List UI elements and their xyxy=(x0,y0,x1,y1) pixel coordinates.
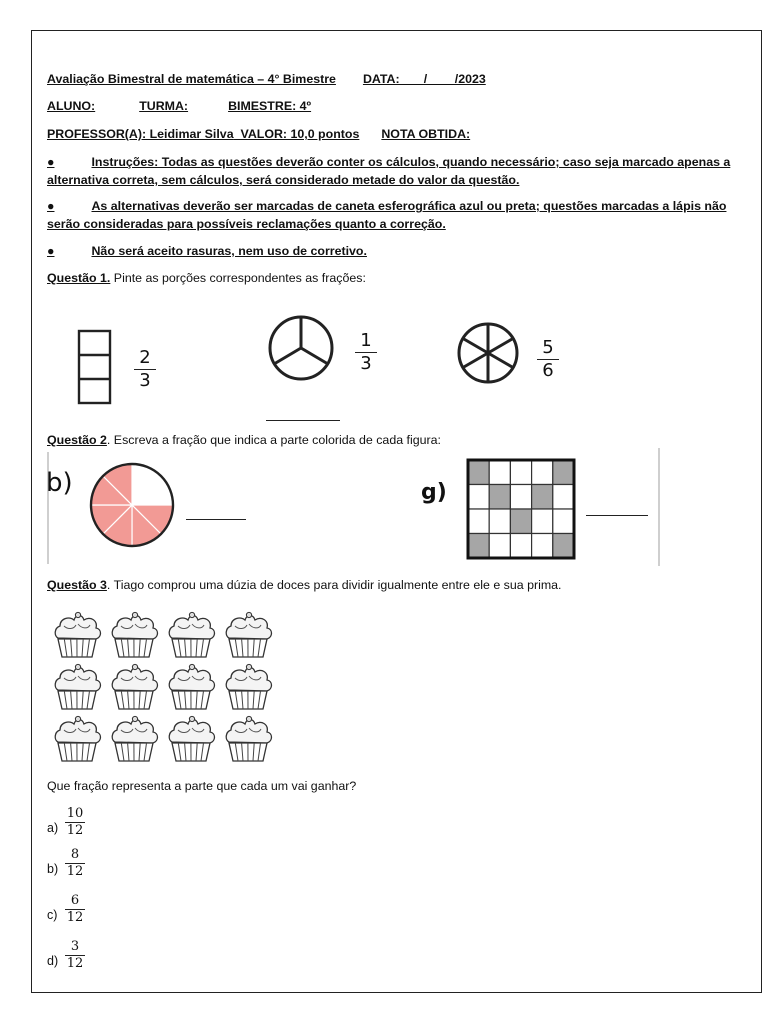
grid-cell xyxy=(553,509,574,534)
numerator: 10 xyxy=(66,806,84,821)
denominator: 3 xyxy=(360,353,372,374)
fraction-one-third xyxy=(355,332,377,373)
grid-cell xyxy=(489,485,510,510)
figure-b-label: b) xyxy=(46,468,73,498)
cherry xyxy=(246,716,251,721)
instruction-1 xyxy=(47,155,730,169)
cupcake-icon xyxy=(112,664,157,709)
grid-cell xyxy=(532,509,553,534)
option-fraction xyxy=(65,847,85,879)
frosting xyxy=(55,720,100,744)
grid-cell xyxy=(468,534,489,559)
frosting xyxy=(226,720,271,744)
option-fraction xyxy=(65,939,85,971)
grid-cell xyxy=(489,534,510,559)
instruction-text: serão consideradas para possíveis reclamações quanto a correção. xyxy=(47,217,446,231)
exam-title: Avaliação Bimestral de matemática – 4° Bimestre xyxy=(47,72,336,86)
cupcake-icon xyxy=(55,612,100,657)
frosting xyxy=(169,668,214,692)
cupcake-icon xyxy=(169,612,214,657)
question-3-title: Questão 3 xyxy=(47,578,107,592)
header-title-row xyxy=(47,72,486,86)
figure-border xyxy=(658,448,660,566)
cherry xyxy=(75,664,80,669)
grid-cell xyxy=(510,534,531,559)
instruction-text: alternativa correta, sem cálculos, será considerado metade do valor da questão. xyxy=(47,173,520,187)
numerator: 1 xyxy=(360,330,372,351)
denominator: 12 xyxy=(66,864,84,879)
instruction-2-cont xyxy=(47,217,446,231)
cherry xyxy=(132,664,137,669)
option-label: a) xyxy=(47,821,59,835)
question-2-title: Questão 2 xyxy=(47,433,107,447)
class-field: TURMA: xyxy=(139,99,189,113)
cherry xyxy=(189,612,194,617)
grid-cell xyxy=(510,485,531,510)
header-student-row xyxy=(47,99,311,113)
numerator: 3 xyxy=(70,939,80,954)
grid-cell xyxy=(553,460,574,485)
frosting xyxy=(226,616,271,640)
frosting xyxy=(226,668,271,692)
denominator: 6 xyxy=(542,360,554,381)
cherry xyxy=(246,612,251,617)
shaded-pie-figure xyxy=(88,461,176,549)
frosting xyxy=(112,668,157,692)
value-field: VALOR: 10,0 pontos xyxy=(240,127,360,141)
numerator: 8 xyxy=(70,847,80,862)
cupcake-icon xyxy=(112,716,157,761)
circle-sixths-figure xyxy=(455,320,521,386)
stacked-bar-figure xyxy=(78,330,112,406)
question-1-title: Questão 1. xyxy=(47,271,111,285)
denominator: 12 xyxy=(66,823,84,838)
answer-line xyxy=(266,420,340,421)
cherry xyxy=(75,716,80,721)
cupcake-icon xyxy=(112,612,157,657)
option-label: b) xyxy=(47,862,59,876)
grid-cell xyxy=(489,509,510,534)
grid-cell xyxy=(532,485,553,510)
numerator: 6 xyxy=(70,893,80,908)
answer-line xyxy=(186,519,246,520)
question-1-text: Pinte as porções correspondentes as frações: xyxy=(110,271,366,285)
instruction-text: Instruções: Todas as questões deverão conter os cálculos, quando necessário; caso seja marcado apenas a xyxy=(91,155,731,169)
header-teacher-row xyxy=(47,127,470,141)
denominator: 12 xyxy=(66,910,84,925)
question-1 xyxy=(47,271,366,285)
cherry xyxy=(189,716,194,721)
frosting xyxy=(112,616,157,640)
question-2 xyxy=(47,433,441,447)
grid-cell xyxy=(553,485,574,510)
option-label: c) xyxy=(47,908,58,922)
question-3-text: . Tiago comprou uma dúzia de doces para dividir igualmente entre ele e sua prima. xyxy=(106,578,562,592)
grid-cell xyxy=(468,485,489,510)
fraction-two-thirds xyxy=(134,349,156,390)
instruction-1-cont xyxy=(47,173,519,187)
grid-cell xyxy=(510,509,531,534)
bullet: ● xyxy=(47,199,55,213)
fraction-five-sixths xyxy=(537,339,559,380)
date-field: DATA: ___/____/2023 xyxy=(362,72,486,86)
cupcake-icon xyxy=(169,664,214,709)
frosting xyxy=(55,616,100,640)
instruction-2 xyxy=(47,199,726,213)
grid-cell xyxy=(532,460,553,485)
instruction-text: As alternativas deverão ser marcadas de caneta esferográfica azul ou preta; questões marcadas a lápis não xyxy=(91,199,727,213)
frosting xyxy=(169,616,214,640)
bullet: ● xyxy=(47,155,55,169)
shaded-grid-figure xyxy=(466,458,578,564)
instruction-3 xyxy=(47,244,367,258)
cupcake-icon xyxy=(226,612,271,657)
cupcake-icon xyxy=(226,716,271,761)
cupcakes-figure xyxy=(48,604,280,766)
teacher-field: PROFESSOR(A): Leidimar Silva xyxy=(47,127,234,141)
option-fraction xyxy=(65,806,85,838)
frosting xyxy=(55,668,100,692)
student-field: ALUNO: xyxy=(47,99,96,113)
answer-line xyxy=(586,515,648,516)
question-3 xyxy=(47,578,562,592)
grid-cell xyxy=(532,534,553,559)
option-fraction xyxy=(65,893,85,925)
frosting xyxy=(112,720,157,744)
denominator: 12 xyxy=(66,956,84,971)
cupcake-icon xyxy=(55,664,100,709)
instruction-text: Não será aceito rasuras, nem uso de corretivo. xyxy=(91,244,367,258)
cherry xyxy=(132,612,137,617)
numerator: 2 xyxy=(139,347,151,368)
frosting xyxy=(169,720,214,744)
term-field: BIMESTRE: 4º xyxy=(228,99,312,113)
grid-cell xyxy=(468,460,489,485)
cupcake-icon xyxy=(226,664,271,709)
cherry xyxy=(246,664,251,669)
numerator: 5 xyxy=(542,337,554,358)
grid-cell xyxy=(468,509,489,534)
grid-cell xyxy=(489,460,510,485)
option-label: d) xyxy=(47,954,59,968)
denominator: 3 xyxy=(139,370,151,391)
question-2-text: . Escreva a fração que indica a parte colorida de cada figura: xyxy=(106,433,441,447)
cherry xyxy=(132,716,137,721)
grid-cell xyxy=(510,460,531,485)
figure-g-label: g) xyxy=(421,480,447,505)
cherry xyxy=(189,664,194,669)
circle-thirds-figure xyxy=(266,313,336,383)
question-3-prompt: Que fração representa a parte que cada um vai ganhar? xyxy=(47,779,357,793)
cupcake-icon xyxy=(169,716,214,761)
grade-field: NOTA OBTIDA: xyxy=(381,127,471,141)
grid-cell xyxy=(553,534,574,559)
cherry xyxy=(75,612,80,617)
bullet: ● xyxy=(47,244,55,258)
cupcake-icon xyxy=(55,716,100,761)
